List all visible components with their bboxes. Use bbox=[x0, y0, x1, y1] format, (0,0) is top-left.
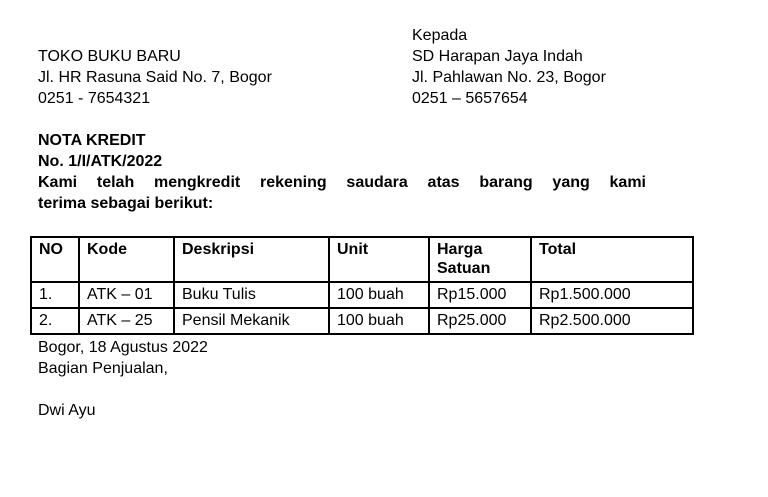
col-header-no: NO bbox=[31, 237, 79, 282]
cell-deskripsi: Buku Tulis bbox=[174, 282, 329, 308]
cell-no: 1. bbox=[31, 282, 79, 308]
cell-kode: ATK – 01 bbox=[79, 282, 174, 308]
nota-header bbox=[38, 130, 646, 214]
cell-unit: 100 buah bbox=[329, 308, 429, 334]
signer-name: Dwi Ayu bbox=[38, 402, 96, 419]
col-header-harga-satuan: Harga Satuan bbox=[429, 237, 531, 282]
col-header-unit: Unit bbox=[329, 237, 429, 282]
cell-harga: Rp15.000 bbox=[429, 282, 531, 308]
recipient-name: SD Harapan Jaya Indah bbox=[412, 48, 583, 65]
recipient-phone: 0251 – 5657654 bbox=[412, 90, 528, 107]
table-row bbox=[31, 282, 693, 308]
recipient-address: Jl. Pahlawan No. 23, Bogor bbox=[412, 69, 606, 86]
table-header-row bbox=[31, 237, 693, 282]
cell-deskripsi: Pensil Mekanik bbox=[174, 308, 329, 334]
cell-unit: 100 buah bbox=[329, 282, 429, 308]
sender-address: Jl. HR Rasuna Said No. 7, Bogor bbox=[38, 69, 272, 86]
signature-block bbox=[38, 337, 208, 421]
cell-total: Rp1.500.000 bbox=[531, 282, 693, 308]
nota-number: No. 1/I/ATK/2022 bbox=[38, 153, 163, 170]
place-date: Bogor, 18 Agustus 2022 bbox=[38, 339, 208, 356]
department: Bagian Penjualan, bbox=[38, 360, 168, 377]
table-row bbox=[31, 308, 693, 334]
sender-info bbox=[38, 46, 272, 109]
cell-total: Rp2.500.000 bbox=[531, 308, 693, 334]
cell-kode: ATK – 25 bbox=[79, 308, 174, 334]
sender-name: TOKO BUKU BARU bbox=[38, 48, 181, 65]
recipient-info bbox=[412, 25, 606, 109]
sender-phone: 0251 - 7654321 bbox=[38, 90, 151, 107]
col-header-deskripsi: Deskripsi bbox=[174, 237, 329, 282]
items-table bbox=[30, 236, 694, 335]
recipient-label: Kepada bbox=[412, 27, 468, 44]
cell-no: 2. bbox=[31, 308, 79, 334]
nota-body-line2: terima sebagai berikut: bbox=[38, 195, 214, 212]
col-header-kode: Kode bbox=[79, 237, 174, 282]
nota-title: NOTA KREDIT bbox=[38, 132, 146, 149]
col-header-total: Total bbox=[531, 237, 693, 282]
cell-harga: Rp25.000 bbox=[429, 308, 531, 334]
signature-space bbox=[38, 379, 208, 400]
nota-body-line1: Kami telah mengkredit rekening saudara atas barang yang kami bbox=[38, 174, 646, 191]
